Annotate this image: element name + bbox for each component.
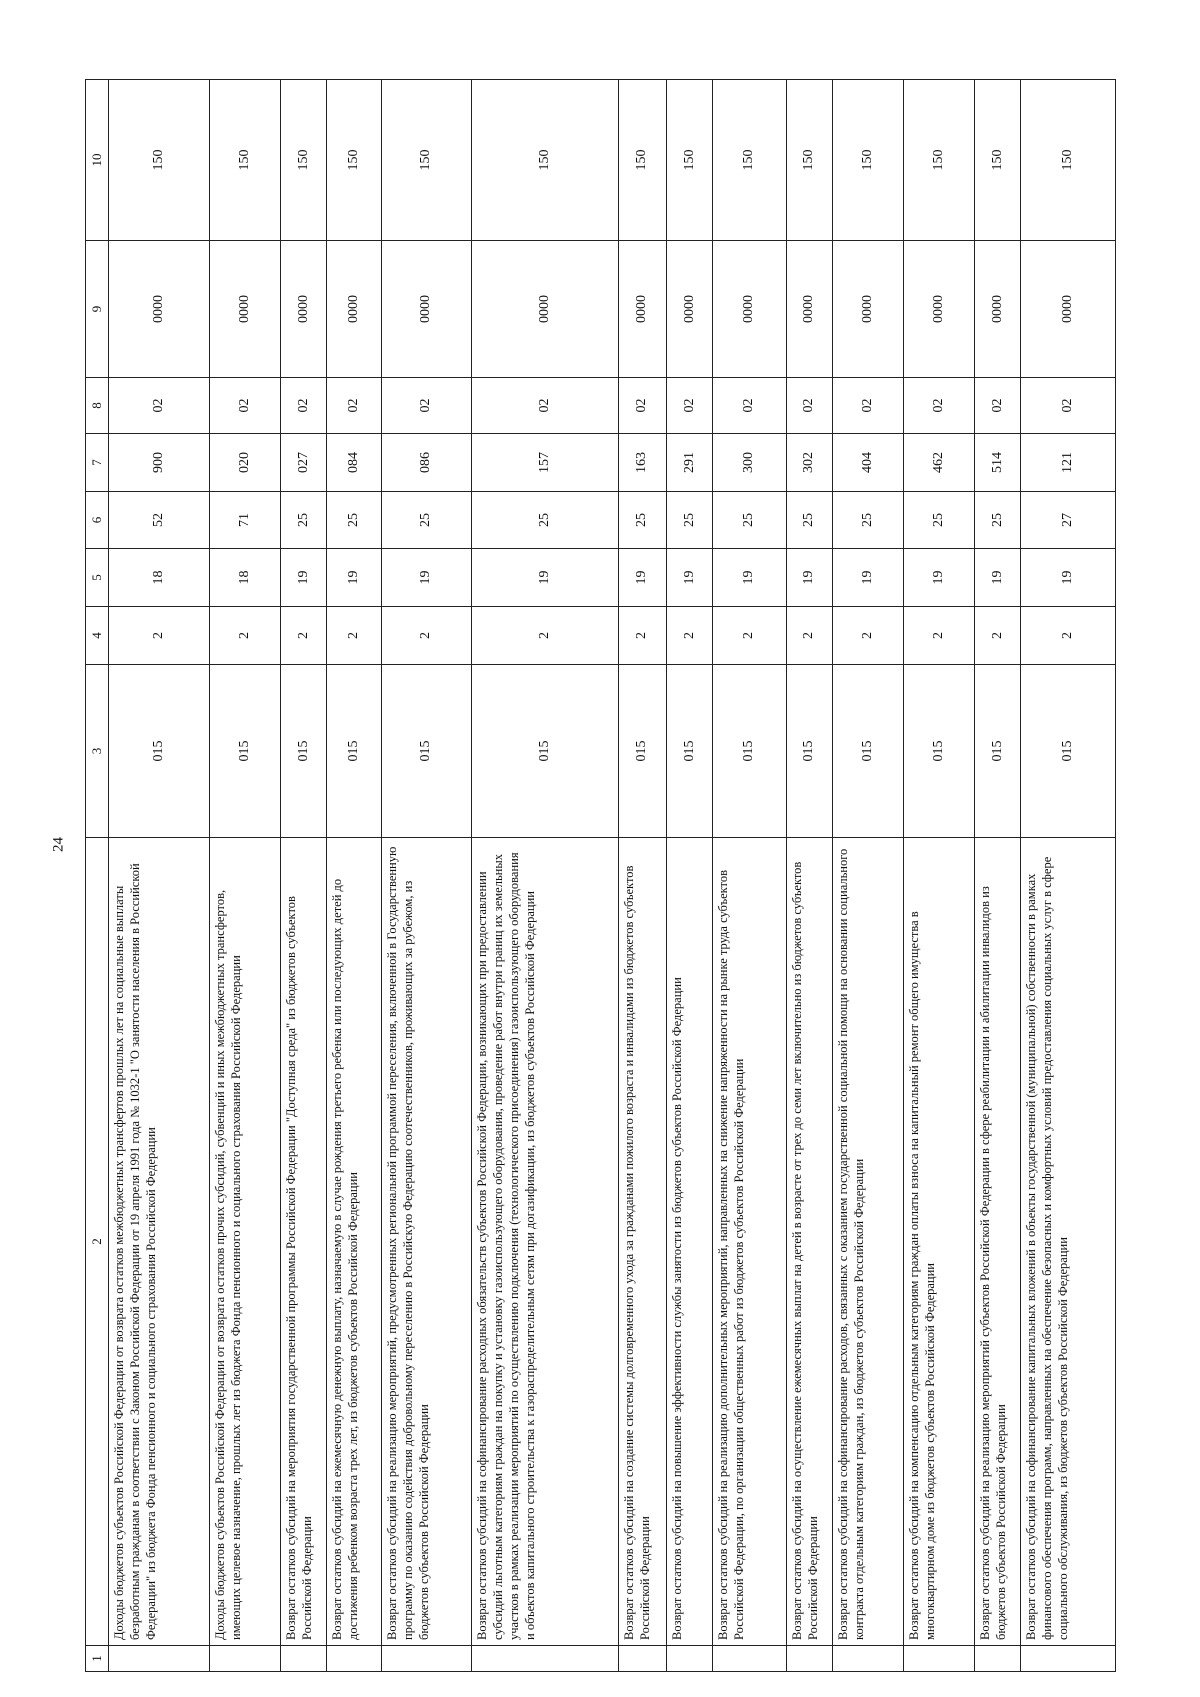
group-code-cell: 2 (904, 607, 975, 665)
group-code-cell: 2 (327, 607, 382, 665)
row-number-cell (832, 1646, 903, 1672)
group-code-cell: 2 (786, 607, 832, 665)
program-code-cell: 0000 (281, 241, 327, 378)
table-row (666, 80, 712, 1672)
element-code-cell: 02 (904, 378, 975, 434)
subarticle-code-cell: 121 (1021, 434, 1116, 492)
admin-code-cell: 015 (618, 665, 666, 838)
article-code-cell: 25 (713, 492, 786, 549)
subarticle-code-cell: 020 (209, 434, 280, 492)
article-code-cell: 25 (327, 492, 382, 549)
row-number-cell (281, 1646, 327, 1672)
subgroup-code-cell: 19 (381, 549, 471, 607)
economic-code-cell: 150 (975, 80, 1021, 241)
article-code-cell: 25 (904, 492, 975, 549)
row-number-cell (618, 1646, 666, 1672)
admin-code-cell: 015 (1021, 665, 1116, 838)
column-header: 7 (86, 434, 109, 492)
row-number-cell (109, 1646, 210, 1672)
program-code-cell: 0000 (713, 241, 786, 378)
economic-code-cell: 150 (713, 80, 786, 241)
admin-code-cell: 015 (109, 665, 210, 838)
table-row (975, 80, 1021, 1672)
element-code-cell: 02 (471, 378, 618, 434)
description-cell: Возврат остатков субсидий на создание системы долговременного ухода за гражданами пожилого возраста и инвалидами из бюджетов субъектов Российской Федерации (618, 838, 666, 1646)
column-header: 1 (86, 1646, 109, 1672)
program-code-cell: 0000 (109, 241, 210, 378)
admin-code-cell: 015 (975, 665, 1021, 838)
group-code-cell: 2 (1021, 607, 1116, 665)
economic-code-cell: 150 (904, 80, 975, 241)
column-header: 2 (86, 838, 109, 1646)
column-header: 8 (86, 378, 109, 434)
subgroup-code-cell: 18 (109, 549, 210, 607)
subgroup-code-cell: 19 (786, 549, 832, 607)
program-code-cell: 0000 (618, 241, 666, 378)
subgroup-code-cell: 19 (975, 549, 1021, 607)
admin-code-cell: 015 (327, 665, 382, 838)
element-code-cell: 02 (209, 378, 280, 434)
element-code-cell: 02 (327, 378, 382, 434)
table-row (381, 80, 471, 1672)
program-code-cell: 0000 (209, 241, 280, 378)
subgroup-code-cell: 19 (666, 549, 712, 607)
subgroup-code-cell: 19 (471, 549, 618, 607)
admin-code-cell: 015 (281, 665, 327, 838)
subarticle-code-cell: 027 (281, 434, 327, 492)
row-number-cell (904, 1646, 975, 1672)
article-code-cell: 25 (786, 492, 832, 549)
element-code-cell: 02 (975, 378, 1021, 434)
description-cell: Возврат остатков субсидий на ежемесячную денежную выплату, назначаемую в случае рождения третьего ребенка или последующих детей до достижения ребенком возраста трех лет, из бюджетов субъектов Российской Федерации (327, 838, 382, 1646)
description-cell: Возврат остатков субсидий на софинансирование капитальных вложений в объекты государственной (муниципальной) собственности в рамках финансового обеспечения программ, направленных на обеспечение безопасных и комфортных условий предоставления социальных услуг в сфере социального обслуживания, из бюджетов субъектов Российской Федерации (1021, 838, 1116, 1646)
group-code-cell: 2 (281, 607, 327, 665)
program-code-cell: 0000 (1021, 241, 1116, 378)
article-code-cell: 52 (109, 492, 210, 549)
admin-code-cell: 015 (666, 665, 712, 838)
article-code-cell: 25 (381, 492, 471, 549)
element-code-cell: 02 (381, 378, 471, 434)
description-cell: Возврат остатков субсидий на софинансирование расходных обязательств субъектов Российской Федерации, возникающих при предоставлении субсидий льготным категориям граждан на покупку и установку газоиспользующего оборудования, проведение работ внутри границ их земельных участков в рамках реализации мероприятий по осуществлению подключения (технологического присоединения) газоиспользующего оборудования и объектов капитального строительства к газораспределительным сетям при догазификации, из бюджетов субъектов Российской Федерации (471, 838, 618, 1646)
admin-code-cell: 015 (209, 665, 280, 838)
element-code-cell: 02 (832, 378, 903, 434)
subgroup-code-cell: 19 (904, 549, 975, 607)
group-code-cell: 2 (666, 607, 712, 665)
subgroup-code-cell: 18 (209, 549, 280, 607)
subarticle-code-cell: 900 (109, 434, 210, 492)
group-code-cell: 2 (975, 607, 1021, 665)
admin-code-cell: 015 (471, 665, 618, 838)
subgroup-code-cell: 19 (618, 549, 666, 607)
admin-code-cell: 015 (786, 665, 832, 838)
economic-code-cell: 150 (209, 80, 280, 241)
program-code-cell: 0000 (471, 241, 618, 378)
subgroup-code-cell: 19 (832, 549, 903, 607)
program-code-cell: 0000 (904, 241, 975, 378)
economic-code-cell: 150 (281, 80, 327, 241)
group-code-cell: 2 (618, 607, 666, 665)
element-code-cell: 02 (281, 378, 327, 434)
column-header: 6 (86, 492, 109, 549)
description-cell: Возврат остатков субсидий на мероприятия государственной программы Российской Федерации "Доступная среда" из бюджетов субъектов Российской Федерации (281, 838, 327, 1646)
subarticle-code-cell: 084 (327, 434, 382, 492)
program-code-cell: 0000 (786, 241, 832, 378)
table-row (786, 80, 832, 1672)
group-code-cell: 2 (381, 607, 471, 665)
table-row (832, 80, 903, 1672)
subarticle-code-cell: 404 (832, 434, 903, 492)
column-header: 10 (86, 80, 109, 241)
subgroup-code-cell: 19 (1021, 549, 1116, 607)
header-row (86, 80, 109, 1672)
article-code-cell: 71 (209, 492, 280, 549)
description-cell: Доходы бюджетов субъектов Российской Федерации от возврата остатков межбюджетных трансфертов прошлых лет на социальные выплаты безработным гражданам в соответствии с Законом Российской Федерации от 19 апреля 1991 года № 1032-1 "О занятости населения в Российской Федерации" из бюджета Фонда пенсионного и социального страхования Российской Федерации (109, 838, 210, 1646)
program-code-cell: 0000 (381, 241, 471, 378)
row-number-cell (471, 1646, 618, 1672)
table-row (713, 80, 786, 1672)
budget-codes-table (85, 79, 1116, 1672)
subarticle-code-cell: 462 (904, 434, 975, 492)
row-number-cell (381, 1646, 471, 1672)
row-number-cell (666, 1646, 712, 1672)
subarticle-code-cell: 157 (471, 434, 618, 492)
subgroup-code-cell: 19 (281, 549, 327, 607)
economic-code-cell: 150 (1021, 80, 1116, 241)
economic-code-cell: 150 (471, 80, 618, 241)
subarticle-code-cell: 163 (618, 434, 666, 492)
element-code-cell: 02 (109, 378, 210, 434)
economic-code-cell: 150 (832, 80, 903, 241)
article-code-cell: 25 (975, 492, 1021, 549)
description-cell: Возврат остатков субсидий на повышение эффективности службы занятости из бюджетов субъектов Российской Федерации (666, 838, 712, 1646)
group-code-cell: 2 (109, 607, 210, 665)
article-code-cell: 27 (1021, 492, 1116, 549)
table-row (281, 80, 327, 1672)
description-cell: Возврат остатков субсидий на компенсацию отдельным категориям граждан оплаты взноса на капитальный ремонт общего имущества в многоквартирном доме из бюджетов субъектов Российской Федерации (904, 838, 975, 1646)
row-number-cell (327, 1646, 382, 1672)
row-number-cell (1021, 1646, 1116, 1672)
table-row (327, 80, 382, 1672)
subarticle-code-cell: 300 (713, 434, 786, 492)
subarticle-code-cell: 291 (666, 434, 712, 492)
element-code-cell: 02 (713, 378, 786, 434)
subarticle-code-cell: 086 (381, 434, 471, 492)
group-code-cell: 2 (832, 607, 903, 665)
table-row (1021, 80, 1116, 1672)
row-number-cell (713, 1646, 786, 1672)
group-code-cell: 2 (471, 607, 618, 665)
row-number-cell (786, 1646, 832, 1672)
admin-code-cell: 015 (832, 665, 903, 838)
table-row (618, 80, 666, 1672)
table-row (904, 80, 975, 1672)
row-number-cell (975, 1646, 1021, 1672)
program-code-cell: 0000 (975, 241, 1021, 378)
program-code-cell: 0000 (327, 241, 382, 378)
subgroup-code-cell: 19 (713, 549, 786, 607)
page-number: 24 (50, 837, 67, 852)
element-code-cell: 02 (666, 378, 712, 434)
description-cell: Возврат остатков субсидий на осуществление ежемесячных выплат на детей в возрасте от трех до семи лет включительно из бюджетов субъектов Российской Федерации (786, 838, 832, 1646)
economic-code-cell: 150 (618, 80, 666, 241)
description-cell: Доходы бюджетов субъектов Российской Федерации от возврата остатков прочих субсидий, субвенций и иных межбюджетных трансфертов, имеющих целевое назначение, прошлых лет из бюджета Фонда пенсионного и социального страхования Российской Федерации (209, 838, 280, 1646)
table-row (471, 80, 618, 1672)
column-header: 5 (86, 549, 109, 607)
admin-code-cell: 015 (713, 665, 786, 838)
economic-code-cell: 150 (786, 80, 832, 241)
column-header: 4 (86, 607, 109, 665)
column-header: 9 (86, 241, 109, 378)
group-code-cell: 2 (713, 607, 786, 665)
description-cell: Возврат остатков субсидий на реализацию мероприятий субъектов Российской Федерации в сфере реабилитации и абилитации инвалидов из бюджетов субъектов Российской Федерации (975, 838, 1021, 1646)
description-cell: Возврат остатков субсидий на софинансирование расходов, связанных с оказанием государственной социальной помощи на основании социального контракта отдельным категориям граждан, из бюджетов субъектов Российской Федерации (832, 838, 903, 1646)
program-code-cell: 0000 (832, 241, 903, 378)
article-code-cell: 25 (471, 492, 618, 549)
element-code-cell: 02 (618, 378, 666, 434)
table-row (209, 80, 280, 1672)
subarticle-code-cell: 514 (975, 434, 1021, 492)
economic-code-cell: 150 (327, 80, 382, 241)
subarticle-code-cell: 302 (786, 434, 832, 492)
admin-code-cell: 015 (904, 665, 975, 838)
column-header: 3 (86, 665, 109, 838)
description-cell: Возврат остатков субсидий на реализацию мероприятий, предусмотренных региональной программой переселения, включенной в Государственную программу по оказанию содействия добровольному переселению в Российскую Федерацию соотечественников, проживающих за рубежом, из бюджетов субъектов Российской Федерации (381, 838, 471, 1646)
element-code-cell: 02 (1021, 378, 1116, 434)
group-code-cell: 2 (209, 607, 280, 665)
table-row (109, 80, 210, 1672)
article-code-cell: 25 (666, 492, 712, 549)
admin-code-cell: 015 (381, 665, 471, 838)
budget-codes-table-sheet (85, 80, 1116, 1672)
economic-code-cell: 150 (109, 80, 210, 241)
row-number-cell (209, 1646, 280, 1672)
article-code-cell: 25 (618, 492, 666, 549)
article-code-cell: 25 (281, 492, 327, 549)
subgroup-code-cell: 19 (327, 549, 382, 607)
description-cell: Возврат остатков субсидий на реализацию дополнительных мероприятий, направленных на снижение напряженности на рынке труда субъектов Российской Федерации, по организации общественных работ из бюджетов субъектов Российской Федерации (713, 838, 786, 1646)
article-code-cell: 25 (832, 492, 903, 549)
economic-code-cell: 150 (666, 80, 712, 241)
program-code-cell: 0000 (666, 241, 712, 378)
element-code-cell: 02 (786, 378, 832, 434)
economic-code-cell: 150 (381, 80, 471, 241)
